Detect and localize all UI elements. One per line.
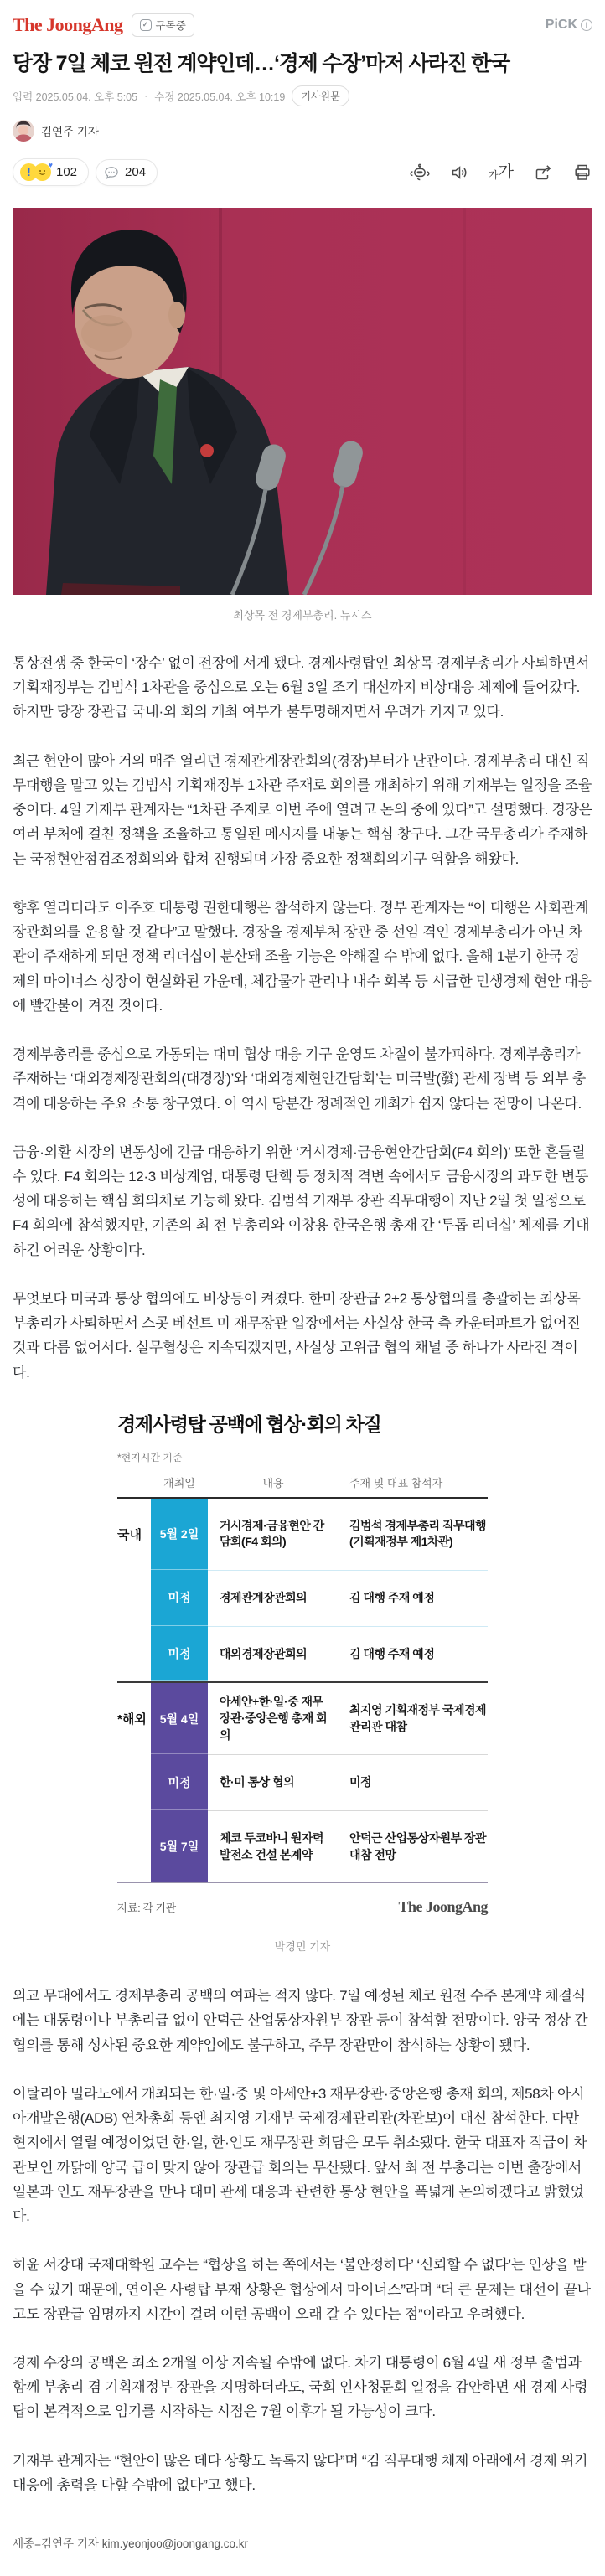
- attendee-cell: 김 대행 주재 예정: [339, 1635, 434, 1674]
- reporter-name[interactable]: 김연주 기자: [41, 126, 99, 138]
- attendee-cell: 김범석 경제부총리 직무대행 (기획재정부 제1차관): [339, 1507, 488, 1562]
- infographic-table: [117, 1497, 488, 1883]
- photo-graphic: [13, 208, 592, 595]
- infographic-note: *현지시간 기준: [117, 1451, 183, 1464]
- ai-robot-icon[interactable]: [410, 163, 430, 183]
- reaction-count: 102: [56, 165, 78, 179]
- content-cell: 아세안+한·일·중 재무장관·중앙은행 총재 회의: [220, 1695, 328, 1742]
- joongang-logo[interactable]: The JoongAng: [13, 14, 123, 35]
- exclamation-emoji-icon: !: [20, 163, 38, 181]
- column-content: 내용: [262, 1476, 284, 1489]
- content-cell: 한·미 통상 협의: [208, 1754, 339, 1810]
- table-row: [117, 1810, 488, 1882]
- reaction-emojis: [20, 163, 51, 181]
- original-article-button[interactable]: 기사원문: [292, 85, 349, 106]
- content-cell: 경제관계장관회의: [208, 1570, 339, 1626]
- schedule-infographic: [117, 1409, 488, 1916]
- table-row: [117, 1570, 488, 1626]
- attendee-cell: 미정: [339, 1763, 371, 1802]
- paragraph: 통상전쟁 중 한국이 ‘장수’ 없이 전장에 서게 됐다. 경제사령탑인 최상목 경제부총리가 사퇴하면서 기획재정부는 김범석 1차관을 중심으로 오는 6월 3일 조기 대선까지 비상대응 체제에 들어갔다. 하지만 당장 장관급 국내·외 회의 개최 여부가 불투명해지면서 우려가 커지고 있다.: [13, 655, 590, 720]
- attendee-cell: 안덕근 산업통상자원부 장관 대참 전망: [339, 1820, 488, 1874]
- infographic-source-row: [117, 1898, 488, 1916]
- font-size-small-label: 가: [489, 169, 499, 181]
- action-bar: [13, 158, 592, 186]
- updated-time: 수정 2025.05.04. 오후 10:19: [154, 90, 286, 103]
- subscribe-label: 구독중: [155, 20, 186, 32]
- article-meta: [13, 85, 592, 106]
- utility-icons: [410, 163, 592, 183]
- published-time: 입력 2025.05.04. 오후 5:05: [13, 90, 138, 103]
- meta-separator: ·: [144, 90, 148, 102]
- date-cell: 미정: [151, 1626, 208, 1682]
- article-photo: [13, 208, 592, 622]
- group-domestic: [117, 1499, 488, 1681]
- check-icon: ✓: [140, 19, 152, 31]
- paragraph: 최근 현안이 많아 거의 매주 열리던 경제관계장관회의(경장)부터가 난관이다. 경제부총리 대신 직무대행을 맡고 있는 김범석 기획재정부 1차관 주재로 회의를 개최하기 위해 기재부는 일정을 조율 중이다. 4일 기재부 관계자는 “1차관 주재로 이번 주에 열려고 논의 중에 있다”고 설명했다. 경장은 여러 부처에 걸친 정책을 조율하고 통일된 메시지를 내놓는 핵심 창구다. 그간 국무총리가 주재하는 국정현안점검조정회의와 합쳐 진행되며 가장 중요한 정책회의기구 역할을 해왔다.: [13, 752, 592, 867]
- article-title: 당장 7일 체코 원전 계약인데…‘경제 수장’마저 사라진 한국: [13, 52, 510, 75]
- reporter-email-link[interactable]: kim.yeonjoo@joongang.co.kr: [101, 2537, 248, 2551]
- table-row: [117, 1626, 488, 1682]
- pick-badge: [546, 18, 592, 33]
- paragraph: 기재부 관계자는 “현안이 많은 데다 상황도 녹록지 않다”며 “김 직무대행 체제 아래에서 경제 위기 대응에 총력을 다할 수밖에 없다”고 했다.: [13, 2452, 588, 2493]
- group-label: *해외: [117, 1712, 147, 1727]
- info-icon[interactable]: i: [581, 19, 592, 31]
- article-body: [13, 651, 592, 1385]
- column-date: 개최일: [163, 1476, 195, 1489]
- reporter-avatar[interactable]: [13, 120, 34, 142]
- table-row: [117, 1683, 488, 1754]
- content-cell: 체코 두코바니 원자력발전소 건설 본계약: [208, 1810, 339, 1882]
- byline-text: 세종=김연주 기자: [13, 2537, 102, 2551]
- paragraph: 경제부총리를 중심으로 가동되는 대미 협상 대응 기구 운영도 차질이 불가피하다. 경제부총리가 주재하는 ‘대외경제장관회의(대경장)’와 ‘대외경제현안간담회’는 미국발(發) 관세 장벽 등 외부 충격에 대응하는 주요 소통 창구였다. 이 역시 당분간 정례적인 개최가 쉽지 않다는 전망이 나온다.: [13, 1046, 586, 1112]
- tts-speaker-icon[interactable]: [449, 163, 469, 183]
- paragraph: 이탈리아 밀라노에서 개최되는 한·일·중 및 아세안+3 재무장관·중앙은행 총재 회의, 제58차 아시아개발은행(ADB) 연차총회 등엔 최지영 기재부 국제경제관리관(차관보)이 대신 참석한다. 다만 현지에서 열릴 예정이었던 한·일, 한·인도 재무장관 회담은 모두 취소됐다. 한국 대표자 직급이 차관보인 까닭에 양국 급이 맞지 않아 장관급 회의는 무산됐다. 앞서 최 전 부총리는 이번 출장에서 일본과 인도 재무장관을 만나 대미 관세 대응과 관련한 통상 현안을 폭넓게 논의하겠다고 밝혔었다.: [13, 2085, 587, 2225]
- comment-count: 204: [125, 165, 147, 179]
- content-cell: 거시경제·금융현안 간담회(F4 회의): [220, 1518, 324, 1549]
- top-bar: [13, 10, 592, 39]
- reaction-button[interactable]: [13, 158, 89, 186]
- article-body-continued: [13, 1984, 592, 2497]
- pick-label: PiCK: [545, 18, 577, 32]
- font-size-control[interactable]: [489, 164, 514, 180]
- attendee-cell: 최지영 기획재정부 국제경제관리관 대참: [339, 1691, 488, 1746]
- infographic-brand-logo: The JoongAng: [398, 1898, 488, 1916]
- print-icon[interactable]: [572, 163, 592, 183]
- paragraph: 향후 열리더라도 이주호 대통령 권한대행은 참석하지 않는다. 정부 관계자는 “이 대행은 사회관계장관회의를 운용할 것 같다”고 말했다. 경장을 경제부처 장관 중 선임 격인 경제부총리가 아닌 차관이 주재하게 되면 정책 리더십이 분산돼 조율 기능은 약해질 수 밖에 없다. 올해 1분기 한국 경제의 마이너스 성장이 현실화된 가운데, 체감물가 관리나 내수 회복 등 시급한 민생경제 현안 대응에 빨간불이 켜진 것이다.: [13, 899, 592, 1014]
- paragraph: 경제 수장의 공백은 최소 2개월 이상 지속될 수밖에 없다. 차기 대통령이 6월 4일 새 정부 출범과 함께 부총리 겸 기획재정부 장관을 지명하더라도, 국회 인사청문회 일정을 감안하면 새 경제 사령탑이 본격적으로 임기를 시작하는 시점은 7월 이후가 될 가능성이 크다.: [13, 2355, 588, 2420]
- byline-footer: [13, 2534, 592, 2551]
- share-icon[interactable]: [533, 163, 553, 183]
- paragraph: 허윤 서강대 국제대학원 교수는 “협상을 하는 쪽에서는 ‘불안정하다’ ‘신뢰할 수 없다’는 인상을 받을 수 있기 때문에, 연이은 사령탑 부재 상황은 협상에서 마이너스”라며 “더 큰 문제는 대선이 끝나고도 장관급 임명까지 시간이 걸려 이런 공백이 오래 갈 수 있다는 점”이라고 우려했다.: [13, 2257, 591, 2322]
- subscribe-button[interactable]: [132, 13, 194, 37]
- comment-button[interactable]: [96, 159, 158, 186]
- avatar-graphic: [13, 120, 34, 142]
- paragraph: 금융·외환 시장의 변동성에 긴급 대응하기 위한 ‘거시경제·금융현안간담회(F4 회의)’ 또한 흔들릴 수 있다. F4 회의는 12·3 비상계엄, 대통령 탄핵 등 정치적 격변 속에서도 금융시장의 과도한 변동성에 대응하는 핵심 회의체로 기능해 왔다. 김범석 기재부 장관 직무대행이 지난 2일 첫 일정으로 F4 회의에 참석했지만, 기존의 최 전 부총리와 이창용 한국은행 총재 간 ‘투톱 리더십’ 체제를 기대하긴 어려운 상황이다.: [13, 1143, 590, 1258]
- date-cell: 5월 2일: [151, 1499, 208, 1570]
- attendee-cell: 김 대행 주재 예정: [339, 1579, 434, 1618]
- content-cell: 대외경제장관회의: [208, 1626, 339, 1682]
- font-size-large-label: 가: [498, 163, 514, 181]
- date-cell: 5월 7일: [151, 1810, 208, 1882]
- paragraph: 무엇보다 미국과 통상 협의에도 비상등이 켜졌다. 한미 장관급 2+2 통상협의를 총괄하는 최상목 부총리가 사퇴하면서 스콧 베선트 미 재무장관 입장에서는 사실상 한국 측 카운터파트가 없어진 것과 다름 없어서다. 실무협상은 지속되겠지만, 사실상 고위급 협의 채널 중 하나가 사라진 격이다.: [13, 1290, 581, 1381]
- group-label: 국내: [117, 1527, 142, 1542]
- author-row[interactable]: [13, 120, 592, 142]
- infographic-credit: 박경민 기자: [274, 1940, 331, 1954]
- group-overseas: [117, 1681, 488, 1882]
- date-cell: 미정: [151, 1570, 208, 1626]
- paragraph: 외교 무대에서도 경제부총리 공백의 여파는 적지 않다. 7일 예정된 체코 원전 수주 본계약 체결식에는 대통령이나 부총리급 없이 안덕근 산업통상자원부 장관 등이 참석할 전망이다. 양국 정상 간 협의를 통해 성사된 중요한 계약임에도 불구하고, 주무 장관만이 참석하는 상황이 됐다.: [13, 1988, 588, 2053]
- table-row: [117, 1499, 488, 1570]
- infographic-title: 경제사령탑 공백에 협상·회의 차질: [117, 1412, 381, 1435]
- smile-face-graphic: [37, 167, 48, 178]
- source-label: 자료: 각 기관: [117, 1902, 176, 1915]
- date-cell: 5월 4일: [151, 1683, 208, 1754]
- column-attendee: 주재 및 대표 참석자: [349, 1476, 443, 1489]
- infographic-header: [117, 1474, 488, 1497]
- photo-caption: 최상목 전 경제부총리. 뉴시스: [233, 609, 372, 622]
- heart-icon: ♥: [48, 161, 53, 169]
- comment-bubble-icon: [103, 164, 120, 181]
- date-cell: 미정: [151, 1754, 208, 1810]
- table-row: [117, 1754, 488, 1810]
